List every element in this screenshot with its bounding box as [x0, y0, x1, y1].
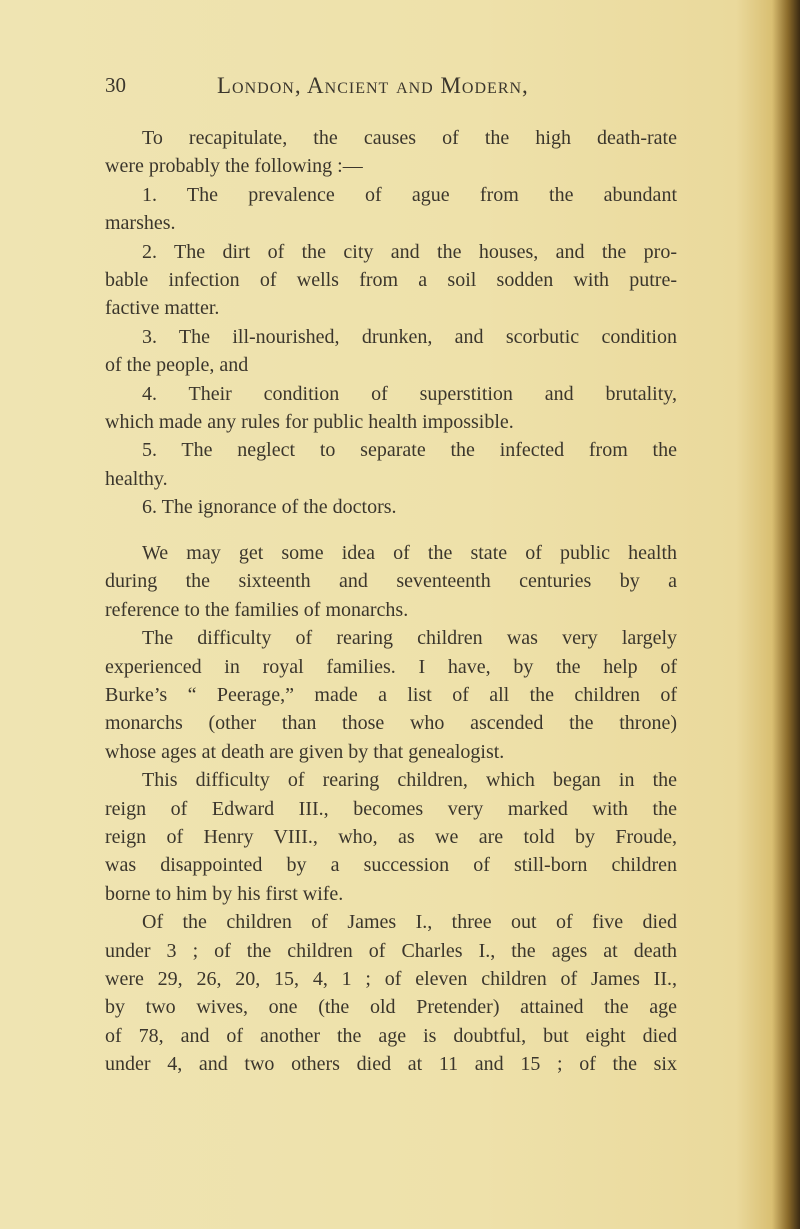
text-line: borne to him by his first wife.	[105, 882, 344, 905]
text-line: experienced in royal families. I have, by the help of	[105, 655, 677, 678]
text-line: 1. The prevalence of ague from the abundant	[142, 183, 677, 206]
text-line: under 3 ; of the children of Charles I., the ages at death	[105, 939, 677, 962]
text-line: reign of Henry VIII., who, as we are told by Froude,	[105, 825, 677, 848]
text-line: monarchs (other than those who ascended the throne)	[105, 712, 677, 735]
text-line: 5. The neglect to separate the infected from the	[142, 439, 677, 462]
running-title: London, Ancient and Modern,	[217, 73, 529, 98]
text-line: by two wives, one (the old Pretender) attained the age	[105, 996, 677, 1019]
paragraph-cause-2	[105, 238, 677, 323]
text-line: of the people, and	[105, 354, 249, 377]
text-line: whose ages at death are given by that genealogist.	[105, 740, 505, 763]
text-line: was disappointed by a succession of still-born children	[105, 854, 677, 877]
text-line: marshes.	[105, 212, 176, 235]
paragraph-cause-6	[105, 493, 677, 521]
text-line: were 29, 26, 20, 15, 4, 1 ; of eleven children of James II.,	[105, 967, 677, 990]
text-line: reference to the families of monarchs.	[105, 598, 409, 621]
text-line: bable infection of wells from a soil sodden with putre-	[105, 268, 677, 291]
text-line: which made any rules for public health impossible.	[105, 410, 514, 433]
text-line: 3. The ill-nourished, drunken, and scorbutic condition	[142, 325, 677, 348]
text-line: of 78, and of another the age is doubtful, but eight died	[105, 1024, 677, 1047]
paragraph-edward-henry	[105, 766, 677, 908]
paragraph-cause-1	[105, 181, 677, 238]
text-line: 6. The ignorance of the doctors.	[142, 496, 397, 519]
text-line: 2. The dirt of the city and the houses, and the pro-	[142, 240, 677, 263]
paragraph-recap-intro	[105, 124, 677, 181]
text-line: factive matter.	[105, 297, 220, 320]
page-number: 30	[105, 73, 126, 97]
text-line: We may get some idea of the state of public health	[142, 542, 677, 565]
text-line: during the sixteenth and seventeenth centuries by a	[105, 570, 677, 593]
text-line: The difficulty of rearing children was very largely	[142, 627, 677, 650]
text-line: under 4, and two others died at 11 and 15 ; of the six	[105, 1053, 677, 1076]
paragraph-stuart-children	[105, 908, 677, 1078]
text-line: Of the children of James I., three out of five died	[142, 911, 677, 934]
text-line: To recapitulate, the causes of the high death-rate	[142, 127, 677, 149]
paragraph-cause-5	[105, 436, 677, 493]
text-line: 4. Their condition of superstition and brutality,	[142, 382, 677, 405]
body-text	[105, 124, 677, 1078]
text-line: healthy.	[105, 467, 168, 490]
text-line: were probably the following :—	[105, 155, 363, 178]
page-header	[105, 73, 677, 101]
text-line: This difficulty of rearing children, which began in the	[142, 769, 677, 792]
paragraph-cause-3	[105, 323, 677, 380]
paragraph-cause-4	[105, 380, 677, 437]
text-line: Burke’s “ Peerage,” made a list of all the children of	[105, 684, 677, 707]
text-line: reign of Edward III., becomes very marked with the	[105, 797, 677, 820]
paragraph-rearing-children	[105, 624, 677, 766]
paragraph-public-health	[105, 539, 677, 624]
